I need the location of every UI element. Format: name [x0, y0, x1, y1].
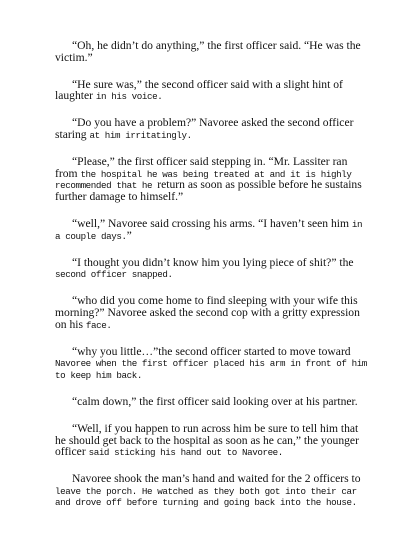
paragraph-text-segment: Navoree shook the man’s hand and waited for the 2 officers to — [72, 472, 361, 486]
paragraph-text-segment: at him irritatingly. — [89, 129, 192, 141]
paragraph-text-segment: “Do you have a problem?” Navoree asked the second officer staring — [55, 116, 354, 141]
paragraph-text-segment: “who did you come home to find sleeping with your wife this morning?” Navoree asked the second cop with a gritty expression on his — [55, 294, 360, 331]
paragraph-text-segment: “Please,” the first officer said stepping in. “Mr. Lassiter ran from — [55, 155, 348, 180]
paragraph-text-segment: “well,” Navoree said crossing his arms. “I haven’t seen him — [72, 216, 352, 230]
paragraph-8 — [55, 346, 372, 381]
paragraph-3 — [55, 117, 372, 140]
paragraph-text-segment: said sticking his hand out to Navoree. — [88, 447, 283, 459]
text-body — [55, 40, 372, 508]
paragraph-text-segment: “Well, if you happen to run across him be sure to tell him that he should get back to the hospital as soon as he can,” the younger officer — [55, 421, 359, 459]
paragraph-text-segment: face. — [85, 319, 112, 331]
paragraph-5 — [55, 218, 372, 241]
paragraph-4 — [55, 156, 372, 202]
paragraph-text-segment: “why you little…”the second officer started to move toward — [72, 344, 351, 358]
paragraph-text-segment: “I thought you didn’t know him you lying piece of shit?” the — [72, 255, 354, 269]
paragraph-7 — [55, 295, 372, 330]
paragraph-text-segment: ” — [126, 228, 132, 242]
paragraph-9 — [55, 396, 372, 408]
paragraph-text-segment: in his voice. — [95, 91, 163, 103]
paragraph-text-segment: second officer snapped. — [55, 269, 173, 281]
paragraph-text-segment: leave the porch. He watched as they both got into their car and drove off before turning and going back into the house. — [55, 485, 357, 509]
paragraph-text-segment: “He sure was,” the second officer said with a slight hint of laughter — [55, 77, 343, 103]
paragraph-6 — [55, 257, 372, 280]
paragraph-text-segment: in a couple days. — [55, 218, 363, 242]
paragraph-11 — [55, 473, 372, 508]
paragraph-text-segment: “Oh, he didn’t do anything,” the first officer said. “He was the victim.” — [55, 39, 361, 64]
paragraph-1 — [55, 40, 372, 63]
paragraph-text-segment: return as soon as possible before he sustains further damage to himself.” — [55, 178, 362, 203]
paragraph-10 — [55, 423, 372, 458]
paragraph-text-segment: “calm down,” the first officer said looking over at his partner. — [72, 394, 358, 408]
paragraph-text-segment: the hospital he was being treated at and it is highly recommended that he — [55, 168, 352, 192]
paragraph-text-segment: Navoree when the first officer placed his arm in front of him to keep him back. — [55, 358, 367, 381]
paragraph-2 — [55, 79, 372, 102]
